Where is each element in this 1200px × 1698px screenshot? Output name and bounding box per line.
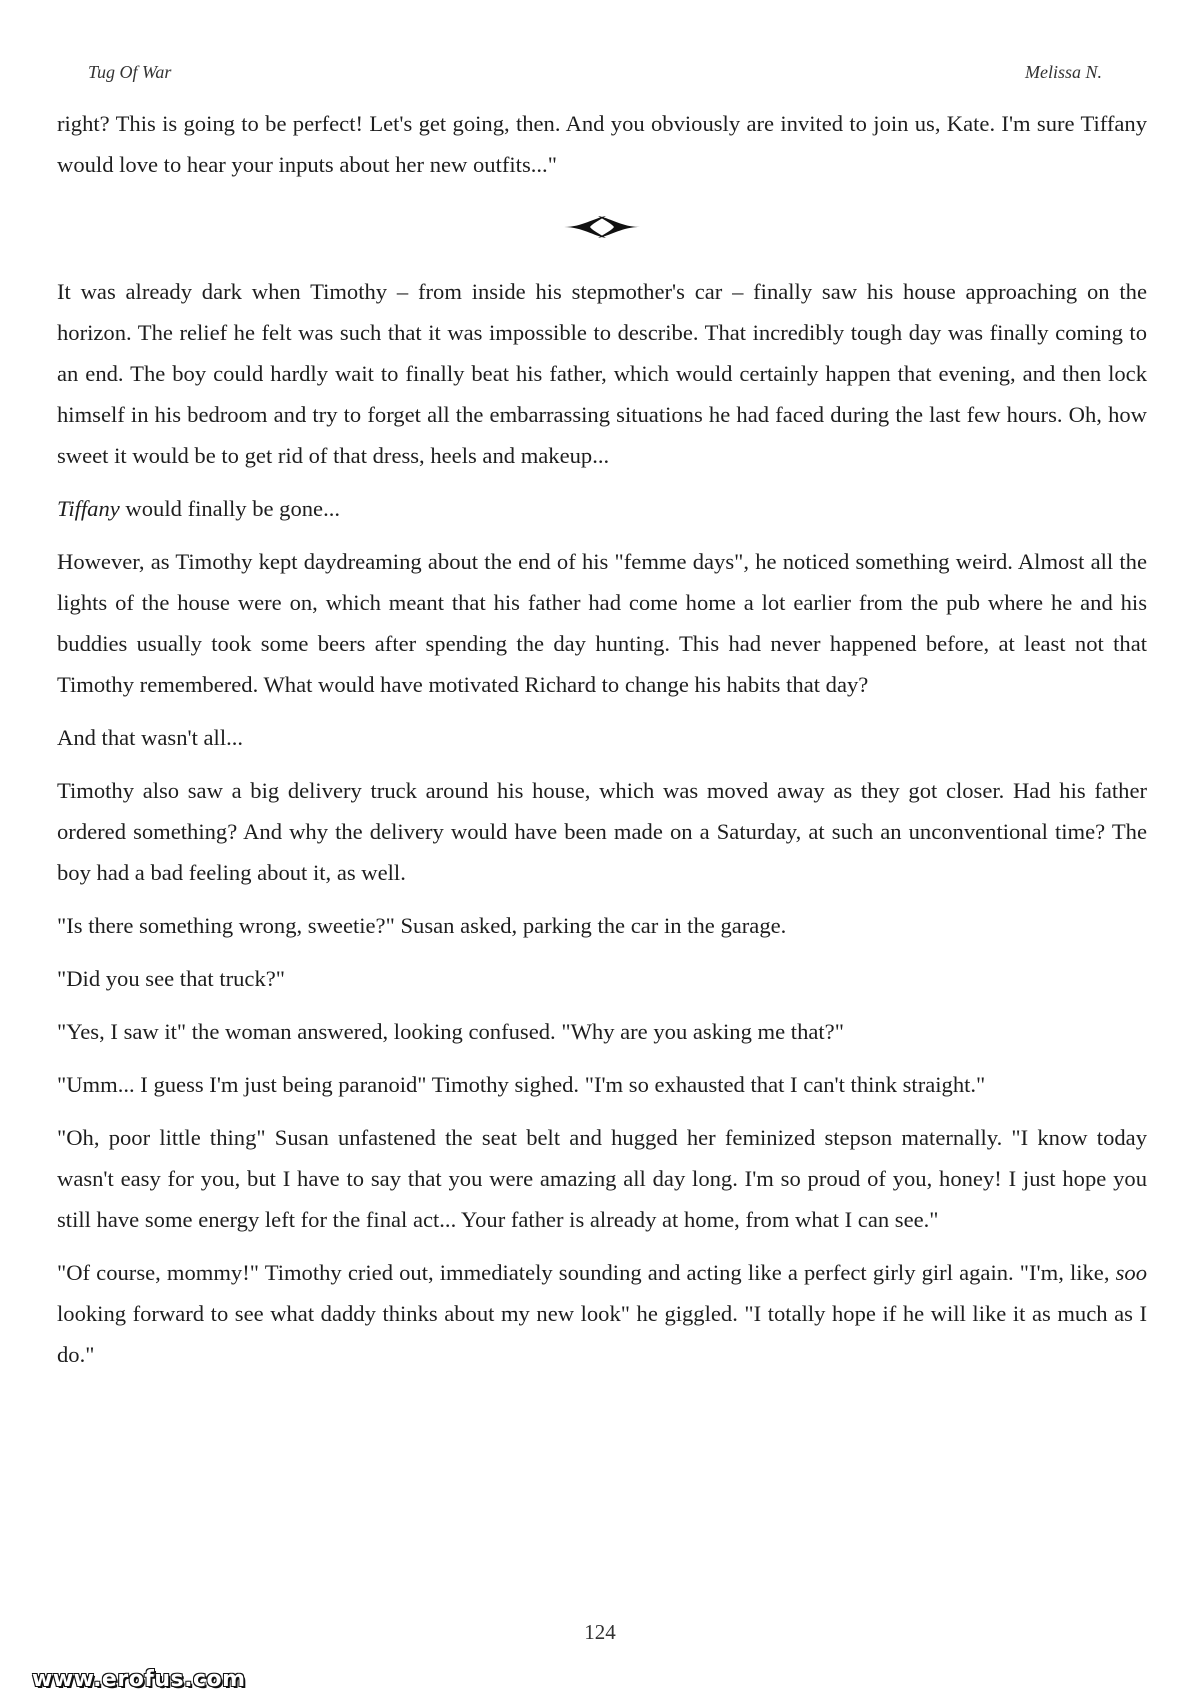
paragraph: It was already dark when Timothy – from inside his stepmother's car – finally saw his house approaching on the horizon. The relief he felt was such that it was impossible to describe. That incredibly tough day was finally coming to an end. The boy could hardly wait to finally beat his father, which would certainly happen that evening, and then lock himself in his bedroom and try to forget all the embarrassing situations he had faced during the last few hours. Oh, how sweet it would be to get rid of that dress, heels and makeup...	[57, 279, 1147, 468]
paragraph: Tiffany would finally be gone...	[57, 496, 341, 521]
paragraph: Timothy also saw a big delivery truck around his house, which was moved away as they got closer. Had his father ordered something? And why the delivery would have been made on a Saturday, at such an unconventional time? The boy had a bad feeling about it, as well.	[57, 778, 1147, 885]
paragraph: And that wasn't all...	[57, 725, 244, 750]
running-header	[88, 62, 1102, 88]
body-text	[57, 103, 1147, 1387]
paragraph: right? This is going to be perfect! Let's get going, then. And you obviously are invited to join us, Kate. I'm sure Tiffany would love to hear your inputs about her new outfits..."	[57, 111, 1147, 177]
paragraph: "Is there something wrong, sweetie?" Susan asked, parking the car in the garage.	[57, 913, 787, 938]
book-title: Tug Of War	[88, 62, 172, 82]
site-watermark: www.erofus.com	[0, 1660, 260, 1698]
page-number: 124	[584, 1620, 616, 1644]
paragraph: "Yes, I saw it" the woman answered, looking confused. "Why are you asking me that?"	[57, 1019, 844, 1044]
paragraph: "Oh, poor little thing" Susan unfastened the seat belt and hugged her feminized stepson maternally. "I know today wasn't easy for you, but I have to say that you were amazing all day long. I'm so proud of you, honey! I just hope you still have some energy left for the final act... Your father is already at home, from what I can see."	[57, 1125, 1147, 1232]
section-break-ornament-icon	[57, 197, 1147, 257]
paragraph: "Did you see that truck?"	[57, 966, 286, 991]
paragraph: However, as Timothy kept daydreaming about the end of his "femme days", he noticed something weird. Almost all the lights of the house were on, which meant that his father had come home a lot earlier from the pub where he and his buddies usually took some beers after spending the day hunting. This had never happened before, at least not that Timothy remembered. What would have motivated Richard to change his habits that day?	[57, 549, 1147, 697]
author-name: Melissa N.	[1024, 62, 1102, 82]
paragraph: "Of course, mommy!" Timothy cried out, immediately sounding and acting like a perfect girly girl again. "I'm, like, soo looking forward to see what daddy thinks about my new look" he giggled. "I totally hope if he will like it as much as I do."	[57, 1260, 1147, 1367]
paragraph: "Umm... I guess I'm just being paranoid" Timothy sighed. "I'm so exhausted that I can't think straight."	[57, 1072, 986, 1097]
